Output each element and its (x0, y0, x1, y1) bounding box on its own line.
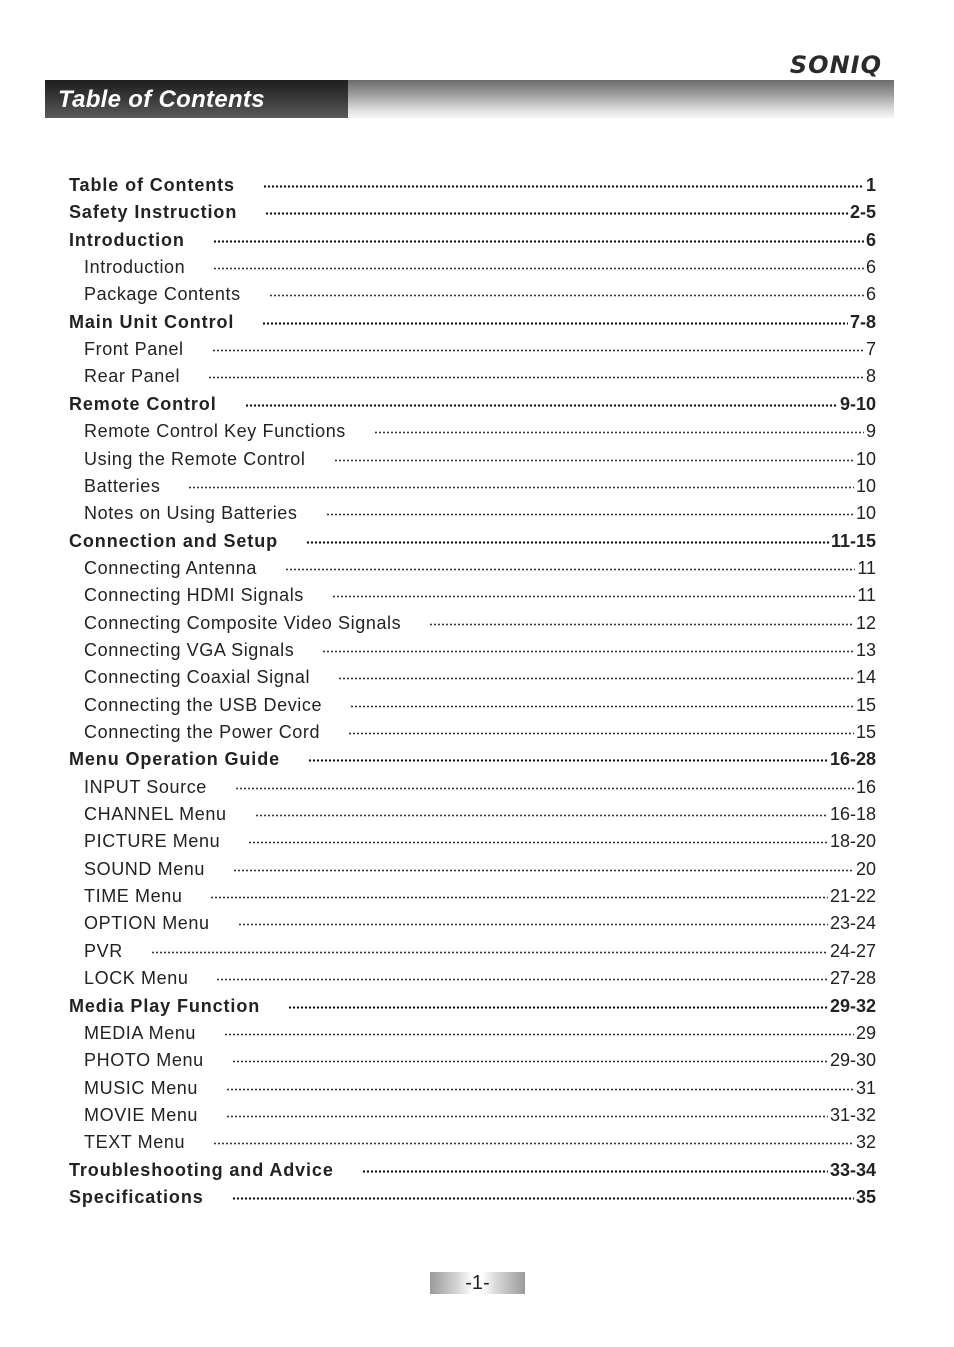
toc-entry-page: 6 (865, 257, 876, 278)
toc-entry-title: Table of Contents (69, 175, 235, 195)
toc-entry[interactable] (0, 883, 954, 909)
toc-entry[interactable] (0, 828, 954, 854)
toc-leader-dots (334, 459, 854, 462)
toc-leader-dots (235, 787, 854, 790)
toc-leader-dots (245, 404, 838, 407)
toc-entry[interactable] (0, 418, 954, 444)
toc-entry-title: Remote Control Key Functions (84, 421, 346, 442)
toc-leader-dots (374, 431, 864, 434)
toc-leader-dots (322, 650, 854, 653)
toc-entry[interactable] (0, 692, 954, 718)
toc-entry-page: 27-28 (829, 968, 876, 989)
toc-leader-dots (213, 267, 864, 270)
toc-entry[interactable] (0, 582, 954, 608)
toc-entry[interactable] (0, 856, 954, 882)
toc-leader-dots (212, 349, 864, 352)
toc-entry[interactable] (0, 309, 954, 335)
toc-entry-page: 31 (855, 1077, 876, 1098)
toc-entry-page: 10 (855, 448, 876, 469)
toc-entry-title: LOCK Menu (84, 968, 189, 989)
toc-entry-page: 14 (855, 667, 876, 688)
toc-leader-dots (213, 1142, 854, 1145)
toc-entry[interactable] (0, 1129, 954, 1155)
toc-entry-page: 1 (865, 175, 876, 195)
toc-leader-dots (348, 732, 854, 735)
toc-entry[interactable] (0, 719, 954, 745)
toc-entry-title: Introduction (69, 229, 185, 250)
toc-leader-dots (210, 896, 828, 899)
toc-leader-dots (362, 1170, 828, 1173)
toc-entry[interactable] (0, 1075, 954, 1101)
toc-leader-dots (226, 1088, 854, 1091)
toc-entry-page: 11-15 (830, 530, 876, 551)
brand-logo: SONIQ (789, 51, 882, 79)
toc-entry-title: Package Contents (84, 284, 241, 305)
toc-entry-title: Rear Panel (84, 366, 181, 387)
toc-entry-title: OPTION Menu (84, 913, 210, 934)
toc-entry-title: MOVIE Menu (84, 1104, 199, 1125)
toc-entry[interactable] (0, 199, 954, 225)
toc-leader-dots (224, 1033, 854, 1036)
toc-entry-title: Safety Instruction (69, 202, 238, 223)
toc-entry-title: Connecting the Power Cord (84, 722, 321, 742)
toc-entry[interactable] (0, 746, 954, 772)
toc-entry-page: 12 (855, 612, 876, 633)
toc-entry-page: 11 (857, 557, 876, 578)
toc-leader-dots (255, 814, 828, 817)
toc-entry[interactable] (0, 610, 954, 636)
toc-entry-title: PVR (84, 940, 123, 961)
toc-entry-page: 16-28 (829, 749, 876, 770)
toc-entry-page: 7-8 (849, 311, 876, 332)
toc-entry[interactable] (0, 336, 954, 362)
toc-leader-dots (332, 595, 855, 598)
toc-entry[interactable] (0, 664, 954, 690)
toc-entry-page: 7 (865, 339, 876, 360)
toc-leader-dots (232, 1060, 828, 1063)
toc-entry-title: Connecting HDMI Signals (84, 585, 304, 606)
toc-leader-dots (232, 1197, 854, 1200)
toc-entry-page: 10 (855, 475, 876, 496)
toc-entry[interactable] (0, 227, 954, 253)
toc-entry-title: INPUT Source (84, 776, 207, 797)
toc-entry-title: Notes on Using Batteries (84, 503, 298, 524)
toc-entry[interactable] (0, 473, 954, 499)
toc-entry-title: Connecting the USB Device (84, 694, 323, 715)
toc-entry-page: 35 (855, 1186, 876, 1207)
toc-entry-title: PHOTO Menu (84, 1050, 204, 1071)
toc-entry[interactable] (0, 1157, 954, 1183)
toc-leader-dots (188, 486, 854, 489)
toc-entry[interactable] (0, 446, 954, 472)
toc-entry[interactable] (0, 801, 954, 827)
toc-entry-title: PICTURE Menu (84, 831, 221, 852)
toc-entry-title: Specifications (69, 1186, 204, 1207)
toc-entry-title: MEDIA Menu (84, 1022, 197, 1043)
toc-entry-page: 16 (855, 776, 876, 797)
page-number: -1- (465, 1272, 490, 1294)
toc-entry[interactable] (0, 938, 954, 964)
toc-leader-dots (216, 978, 828, 981)
toc-leader-dots (265, 212, 848, 215)
toc-entry[interactable] (0, 391, 954, 417)
toc-entry-page: 23-24 (829, 913, 876, 934)
toc-entry-title: Introduction (84, 257, 186, 278)
toc-entry-page: 29 (855, 1022, 876, 1043)
toc-leader-dots (226, 1115, 828, 1118)
toc-entry-title: Connecting Composite Video Signals (84, 612, 402, 633)
toc-entry-title: Front Panel (84, 339, 184, 360)
toc-entry[interactable] (0, 281, 954, 307)
toc-leader-dots (213, 240, 864, 243)
toc-entry-page: 18-20 (829, 831, 876, 852)
toc-leader-dots (263, 185, 864, 188)
toc-entry-title: Troubleshooting and Advice (69, 1159, 334, 1180)
toc-entry-page: 6 (865, 284, 876, 305)
toc-leader-dots (248, 841, 828, 844)
toc-entry-page: 21-22 (829, 886, 876, 907)
toc-leader-dots (350, 705, 854, 708)
toc-entry-title: Media Play Function (69, 995, 261, 1016)
toc-leader-dots (208, 376, 864, 379)
toc-entry-title: Connecting VGA Signals (84, 639, 295, 660)
toc-entry-page: 10 (855, 503, 876, 524)
toc-entry-title: TEXT Menu (84, 1132, 186, 1153)
toc-entry-page: 15 (855, 722, 876, 742)
toc-entry-page: 20 (855, 858, 876, 879)
toc-leader-dots (238, 923, 828, 926)
toc-entry[interactable] (0, 910, 954, 936)
toc-entry-title: Remote Control (69, 393, 217, 414)
toc-leader-dots (338, 677, 854, 680)
page-title: Table of Contents (58, 86, 265, 113)
toc-entry-title: Menu Operation Guide (69, 749, 281, 770)
toc-entry-page: 32 (855, 1132, 876, 1153)
toc-entry[interactable] (0, 528, 954, 554)
toc-entry-page: 9 (865, 421, 876, 442)
toc-entry[interactable] (0, 363, 954, 389)
toc-entry-page: 9-10 (839, 393, 876, 414)
toc-entry[interactable] (0, 637, 954, 663)
toc-leader-dots (285, 568, 855, 571)
toc-entry-title: Connecting Antenna (84, 557, 257, 578)
toc-entry-page: 31-32 (829, 1104, 876, 1125)
toc-entry-page: 6 (865, 229, 876, 250)
toc-leader-dots (429, 623, 854, 626)
toc-entry-title: Main Unit Control (69, 311, 235, 332)
toc-entry-title: MUSIC Menu (84, 1077, 199, 1098)
toc-leader-dots (262, 322, 848, 325)
toc-entry-title: Connection and Setup (69, 530, 278, 551)
toc-entry-title: CHANNEL Menu (84, 804, 227, 825)
toc-entry[interactable] (0, 1047, 954, 1073)
toc-entry-page: 2-5 (849, 202, 876, 223)
toc-entry-page: 13 (855, 639, 876, 660)
toc-entry-page: 33-34 (829, 1159, 876, 1180)
toc-entry-page: 11 (857, 585, 876, 606)
toc-entry[interactable] (0, 254, 954, 280)
toc-entry[interactable] (0, 965, 954, 991)
toc-leader-dots (306, 541, 829, 544)
toc-entry[interactable] (0, 1184, 954, 1210)
toc-entry-page: 24-27 (829, 940, 876, 961)
toc-entry-page: 29-32 (829, 995, 876, 1016)
toc-leader-dots (269, 294, 864, 297)
toc-leader-dots (326, 513, 854, 516)
toc-entry[interactable] (0, 500, 954, 526)
toc-entry-title: Connecting Coaxial Signal (84, 667, 311, 688)
toc-leader-dots (233, 869, 854, 872)
toc-entry-title: SOUND Menu (84, 858, 206, 879)
toc-entry-title: TIME Menu (84, 886, 183, 907)
toc-entry[interactable] (0, 774, 954, 800)
toc-entry-page: 8 (865, 366, 876, 387)
toc-entry-title: Batteries (84, 475, 161, 496)
page-number-badge (430, 1272, 525, 1294)
toc-entry-page: 29-30 (829, 1050, 876, 1071)
toc-entry-page: 15 (855, 694, 876, 715)
toc-leader-dots (288, 1006, 828, 1009)
toc-entry-title: Using the Remote Control (84, 448, 306, 469)
toc-entry[interactable] (0, 555, 954, 581)
toc-entry[interactable] (0, 1102, 954, 1128)
toc-entry[interactable] (0, 172, 954, 198)
toc-leader-dots (308, 759, 828, 762)
toc-entry[interactable] (0, 1020, 954, 1046)
toc-entry[interactable] (0, 993, 954, 1019)
toc-leader-dots (151, 951, 828, 954)
toc-entry-page: 16-18 (829, 804, 876, 825)
